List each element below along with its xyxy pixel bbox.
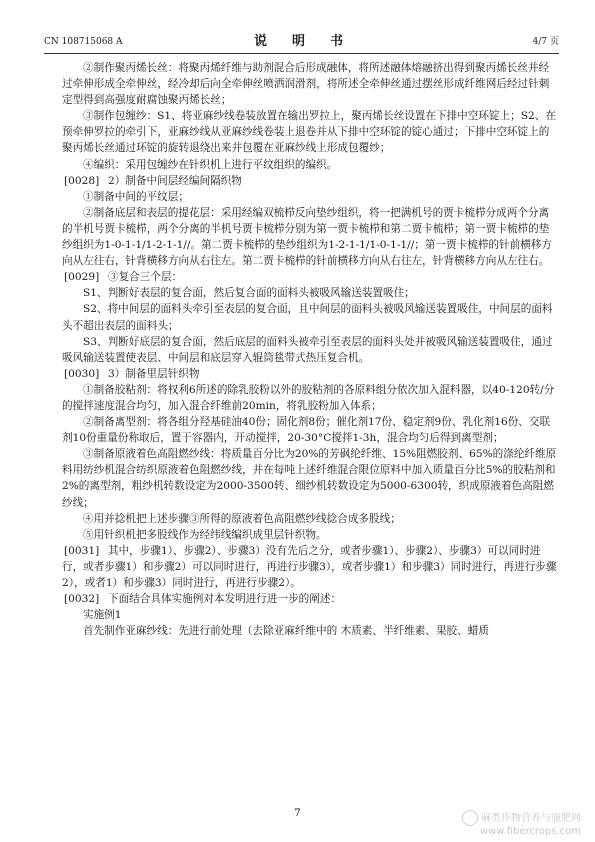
paragraph-number: [0028] xyxy=(64,174,100,187)
paragraph-text: ⑤用针织机把多股线作为经纬线编织成里层针织物。 xyxy=(83,528,327,541)
body-paragraph xyxy=(62,157,559,173)
body-paragraph xyxy=(62,414,559,446)
paragraph-text: ③复合三个层： xyxy=(108,271,183,284)
paragraph-text: 首先制作亚麻纱线：先进行前处理（去除亚麻纤维中的 木质素、半纤维素、果胶、蜡质 xyxy=(83,625,489,638)
paragraph-text: 3）制备里层针织物 xyxy=(108,367,200,380)
body-paragraph xyxy=(62,285,559,301)
paragraph-text: ②制备离型剂：将各组分羟基硅油40份；固化剂8份；催化剂17份、稳定剂9份、乳化剂16份、交联剂10份重量份称取后，置于容器内，开动搅拌，20-30°C搅拌1-3h，混合均匀后得到离型剂； xyxy=(62,416,551,445)
body-paragraph xyxy=(62,334,559,366)
paragraph-text: ②制备底层和表层的提花层：采用经编双梳栉反向垫纱组织，将一把满机号的贾卡梳栉分成两个分离的半机号贾卡梳栉，两个分离的半机号贾卡梳栉分别为第一贾卡梳栉和第二贾卡梳栉；第一贾卡梳栉的垫纱组织为1-0-1-1/1-2-1-1//。第二贾卡梳栉的垫纱组织为1-2-1-1/1-0-1-1//；第一贾卡梳栉的针前横移方向从左往右，针背横移方向从右往左。第二贾卡梳栉的针前横移方向从右往左，针背横移方向从左往右。 xyxy=(62,206,553,268)
paragraph-number: [0032] xyxy=(64,593,100,606)
page-indicator: 4/7 页 xyxy=(532,37,559,47)
body-paragraph xyxy=(62,189,559,205)
paragraph-text: ①制备胶粘剂：将权利6所述的除乳胶粉以外的胶粘剂的各原料组分依次加入混料器，以40-120转/分的搅拌速度混合均匀，加入混合纤维前20min，将乳胶粉加入体系； xyxy=(62,383,555,412)
body-paragraph xyxy=(62,382,559,414)
body-paragraph xyxy=(62,446,559,510)
paragraph-text: 实施例1 xyxy=(83,609,122,622)
body-paragraph xyxy=(62,543,559,591)
paragraph-number: [0029] xyxy=(64,271,100,284)
document-body xyxy=(62,60,559,639)
body-paragraph xyxy=(62,607,559,623)
page-header xyxy=(44,34,559,50)
body-paragraph xyxy=(62,511,559,527)
paragraph-text: 其中，步骤1）、步骤2）、步骤3）没有先后之分，或者步骤1）、步骤2）、步骤3）可以同时进行，或者步骤1）和步骤2）可以同时进行，再进行步骤3），或者步骤1）和步骤3）同时进行，再进行步骤2），或者1）和步骤3）同时进行，再进行步骤2）。 xyxy=(62,544,557,589)
paragraph-text: ④编织：采用包缠纱在针织机上进行平纹组织的编织。 xyxy=(83,158,338,171)
watermark-url: www.fibercrops.com xyxy=(479,826,581,837)
paragraph-text: ②制作聚丙烯长丝：将聚丙烯纤维与助剂混合后形成融体，将所述融体熔融挤出得到聚丙烯长丝并经过牵伸形成全牵伸丝，经冷却后向全牵伸丝喷洒润滑剂，将所述全牵伸丝通过摆丝形成纤维网后经过针刺定型得到高强度耐腐蚀聚丙烯长丝； xyxy=(62,62,550,107)
paragraph-text: ③制作包缠纱：S1、将亚麻纱线卷装放置在输出罗拉上，聚丙烯长丝设置在下排中空环锭上；S2、在预牵伸罗拉的牵引下，亚麻纱线从亚麻纱线卷装上退卷并从下排中空环锭的锭心通过；下排中空环锭上的聚丙烯长丝通过环锭的旋转退绕出来并包覆在亚麻纱线上形成包覆纱； xyxy=(62,110,556,155)
body-paragraph xyxy=(62,623,559,639)
patent-number: CN 108715068 A xyxy=(44,37,123,47)
header-rule xyxy=(44,53,559,54)
body-paragraph xyxy=(62,301,559,333)
watermark xyxy=(441,810,581,838)
body-paragraph xyxy=(62,173,559,189)
paragraph-text: S2、将中间层的面料头牵引至表层的复合面，且中间层的面料头被吸风输送装置吸住，中间层的面料头不超出表层的面料头； xyxy=(62,303,553,332)
document-title: 说 明 书 xyxy=(253,34,349,49)
body-paragraph xyxy=(62,108,559,156)
body-paragraph xyxy=(62,269,559,285)
paragraph-number: [0030] xyxy=(64,367,100,380)
paragraph-text: 2）制备中间层经编间隔织物 xyxy=(108,174,242,187)
body-paragraph xyxy=(62,366,559,382)
paragraph-text: 下面结合具体实施例对本发明进行进一步的阐述： xyxy=(108,593,342,606)
body-paragraph xyxy=(62,205,559,269)
paragraph-text: S1、判断好表层的复合面，然后复合面的面料头被吸风输送装置吸住； xyxy=(83,287,415,300)
watermark-text: 麻类作物营养与施肥网 xyxy=(481,813,581,824)
body-paragraph xyxy=(62,591,559,607)
paragraph-text: ①制备中间的平纹层； xyxy=(83,190,189,203)
watermark-logo-icon xyxy=(462,810,478,826)
paragraph-text: S3、判断好底层的复合面，然后底层的面料头被牵引至表层的面料头处并被吸风输送装置吸住，通过吸风输送装置使表层、中间层和底层穿入辊筒毯带式热压复合机。 xyxy=(62,335,553,364)
page-number: 7 xyxy=(294,807,301,819)
paragraph-text: ③制备原液着色高阻燃纱线：将质量百分比为20%的芳砜纶纤维、15%阻燃胶剂、65%的涤纶纤维原料用纺纱机混合纺织原液着色阻燃纱线，并在每吨上述纤维混合限位原料中加入质量百分比5%的胶粘剂和2%的离型剂，粗纱机转数设定为2000-3500转、细纱机转数设定为5000-6300转，织成原液着色高阻燃纱线； xyxy=(62,448,557,509)
paragraph-text: ④用并捻机把上述步骤③所得的原液着色高阻燃纱线捻合成多股线； xyxy=(83,512,401,525)
body-paragraph xyxy=(62,60,559,108)
body-paragraph xyxy=(62,527,559,543)
paragraph-number: [0031] xyxy=(64,544,100,557)
